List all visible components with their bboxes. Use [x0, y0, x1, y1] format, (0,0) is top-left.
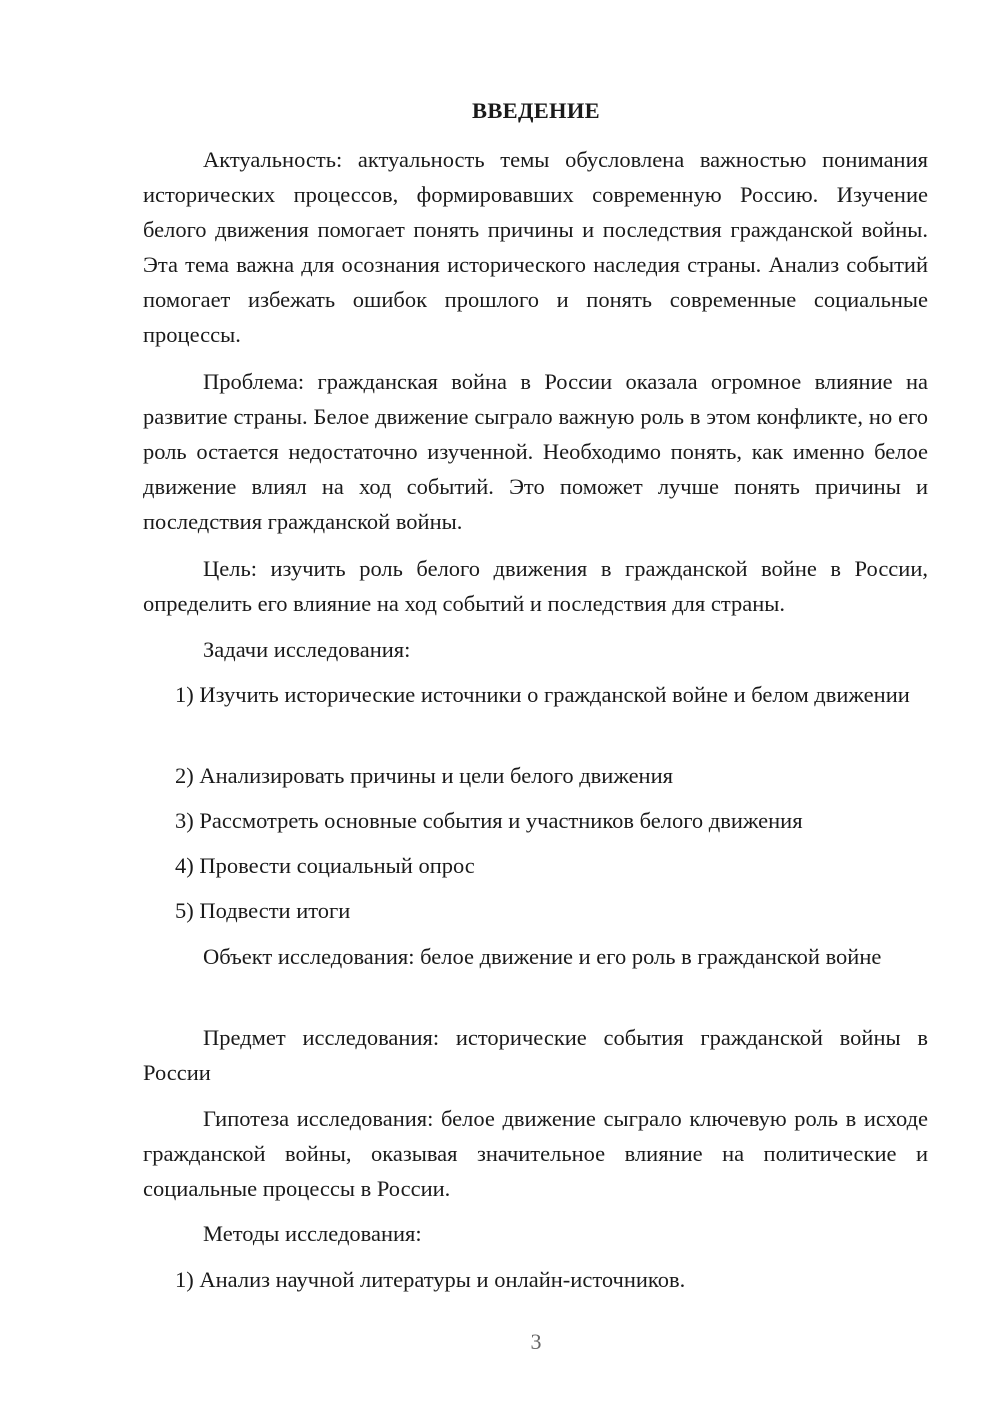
tasks-heading: Задачи исследования:	[203, 637, 411, 662]
task-item: 2) Анализировать причины и цели белого движения	[175, 763, 673, 788]
section-title: ВВЕДЕНИЕ	[472, 98, 600, 123]
paragraph-goal: Цель: изучить роль белого движения в гражданской войне в России, определить его влияние на ход событий и последствия для страны.	[143, 556, 928, 616]
paragraph-relevance: Актуальность: актуальность темы обусловлена важностью понимания исторических процессов, формировавших современную Россию. Изучение белого движения помогает понять причины и последствия гражданской войны. Эта тема важна для осознания исторического наследия страны. Анализ событий помогает избежать ошибок прошлого и понять современные социальные процессы.	[143, 147, 928, 347]
task-item: 5) Подвести итоги	[175, 898, 351, 923]
page-number: 3	[530, 1329, 542, 1354]
paragraph-problem: Проблема: гражданская война в России оказала огромное влияние на развитие страны. Белое движение сыграло важную роль в этом конфликте, но его роль остается недостаточно изученной. Необходимо понять, как именно белое движение влиял на ход событий. Это поможет лучше понять причины и последствия гражданской войны.	[143, 369, 928, 534]
task-item: 1) Изучить исторические источники о гражданской войне и белом движении	[175, 682, 910, 707]
paragraph-hypothesis: Гипотеза исследования: белое движение сыграло ключевую роль в исходе гражданской войны, оказывая значительное влияние на политические и социальные процессы в России.	[143, 1106, 928, 1201]
paragraph-subject: Предмет исследования: исторические события гражданской войны в России	[143, 1025, 928, 1085]
task-item: 3) Рассмотреть основные события и участников белого движения	[175, 808, 803, 833]
method-item: 1) Анализ научной литературы и онлайн-источников.	[175, 1267, 686, 1292]
paragraph-object: Объект исследования: белое движение и его роль в гражданской войне	[203, 944, 882, 969]
task-item: 4) Провести социальный опрос	[175, 853, 475, 878]
methods-heading: Методы исследования:	[203, 1221, 422, 1246]
